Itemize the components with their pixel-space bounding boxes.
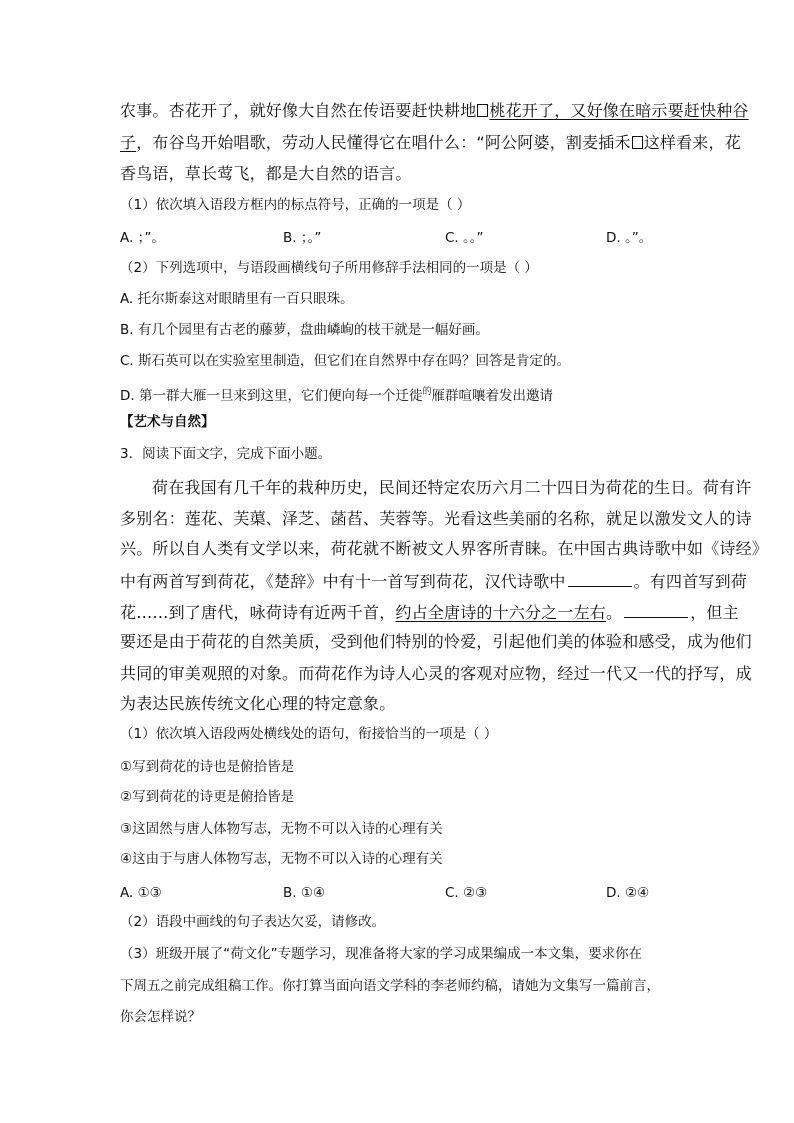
- text-span: D. 第一群大雁一旦来到这里，它们便向每一个迁徙: [120, 388, 423, 404]
- q3-passage-line-7: 共同的审美观照的对象。而荷花作为诗人心灵的客观对应物，经过一代又一代的抒写，成: [120, 664, 752, 683]
- superscript: 的: [422, 387, 432, 397]
- text-span: 雁群喧嚷着发出邀请: [431, 388, 553, 404]
- q3-option-c: C. ②③: [445, 885, 488, 901]
- text-span: ，布谷鸟开始唱歌，劳动人民懂得它在唱什么：“阿公阿婆，割麦插禾: [136, 133, 631, 152]
- q2-option-a: A. 托尔斯泰这对眼睛里有一百只眼珠。: [120, 291, 354, 307]
- q3-option-a: A. ①③: [120, 885, 162, 901]
- text-span: 农事。杏花开了，就好像大自然在传语要赶快耕地: [120, 101, 477, 120]
- q2-option-c: C. 斯石英可以在实验室里制造，但它们在自然界中存在吗？回答是肯定的。: [120, 353, 571, 369]
- q3-item-3: ③这固然与唐人体物写志，无物不可以入诗的心理有关: [120, 821, 443, 837]
- underlined-sentence: 约占全唐诗的十六分之一左右: [395, 603, 607, 622]
- question-2-stem: （2）下列选项中，与语段画横线句子所用修辞手法相同的一项是（ ）: [120, 260, 538, 276]
- underlined-sentence-end: 子: [120, 133, 137, 152]
- q3-sub-2-stem: （2）语段中画线的句子表达欠妥，请修改。: [120, 914, 386, 930]
- underlined-sentence: 桃花开了，又好像在暗示要赶快种谷: [489, 101, 749, 120]
- q3-passage-line-1: 荷在我国有几千年的栽种历史，民间还特定农历六月二十四日为荷花的生日。荷有许: [152, 478, 752, 497]
- text-span: 。: [606, 603, 623, 622]
- q1-option-d: D. 。”。: [606, 230, 653, 246]
- q3-option-b: B. ①④: [283, 885, 326, 901]
- q3-sub-3-line-1: （3）班级开展了“荷文化”专题学习，现准备将大家的学习成果编成一本文集，要求你在: [120, 946, 643, 962]
- q3-passage-line-8: 为表达民族传统文化心理的特定意象。: [120, 694, 396, 713]
- q2-option-b: B. 有几个园里有古老的藤萝，盘曲嶙峋的枝干就是一幅好画。: [120, 322, 489, 338]
- q3-passage-line-3: 兴。所以自人类有文学以来，荷花就不断被文人界客所青睐。在中国古典诗歌中如《诗经》: [120, 539, 769, 558]
- q3-passage-line-5: [120, 603, 739, 621]
- text-span: 中有两首写到荷花，《楚辞》中有十一首写到荷花，汉代诗歌中: [120, 572, 566, 591]
- q1-option-b: B. ；。”: [283, 230, 322, 246]
- q3-item-4: ④这由于与唐人体物写志，无物不可以入诗的心理有关: [120, 851, 443, 867]
- fill-blank-2: [624, 603, 688, 618]
- q3-option-d: D. ②④: [606, 885, 650, 901]
- question-3-intro: 3．阅读下面文字，完成下面小题。: [120, 446, 332, 462]
- q3-sub-1-stem: （1）依次填入语段两处横线处的语句，衔接恰当的一项是（ ）: [120, 726, 498, 742]
- text-span: ，但主: [690, 603, 739, 622]
- q3-passage-line-6: 要还是由于荷花的自然美质，受到他们特别的怜爱，引起他们美的体验和感受，成为他们: [120, 632, 752, 651]
- answer-box: [477, 104, 488, 117]
- question-1-stem: （1）依次填入语段方框内的标点符号，正确的一项是（ ）: [120, 197, 471, 213]
- answer-box: [632, 136, 643, 149]
- q3-sub-3-line-2: 下周五之前完成组稿工作。你打算当面向语文学科的李老师约稿，请她为文集写一篇前言，: [120, 978, 660, 994]
- q1-option-c: C. 。。”: [445, 230, 484, 246]
- q3-sub-3-line-3: 你会怎样说？: [120, 1009, 201, 1025]
- section-title-text: 【艺术与自然】: [120, 414, 215, 430]
- q3-item-1: ①写到荷花的诗也是俯拾皆是: [120, 759, 295, 775]
- q3-item-2: ②写到荷花的诗更是俯拾皆是: [120, 789, 295, 805]
- passage-line-1: [120, 103, 749, 119]
- fill-blank-1: [568, 572, 632, 587]
- text-span: 这样看来，花: [643, 133, 741, 152]
- q3-passage-line-4: [120, 572, 747, 590]
- q1-option-a: A. ；”。: [120, 230, 165, 246]
- section-title: [120, 416, 215, 430]
- passage-line-3: 香鸟语，草长莺飞，都是大自然的语言。: [120, 164, 412, 183]
- text-span: 。有四首写到荷: [633, 572, 748, 591]
- passage-line-2: [120, 135, 741, 151]
- q3-passage-line-2: 多别名：莲花、芙蕖、泽芝、菡萏、芙蓉等。光看这些美丽的名称，就足以激发文人的诗: [120, 509, 752, 528]
- text-span: 花……到了唐代，咏荷诗有近两千首，: [120, 603, 396, 622]
- q2-option-d: [120, 388, 553, 404]
